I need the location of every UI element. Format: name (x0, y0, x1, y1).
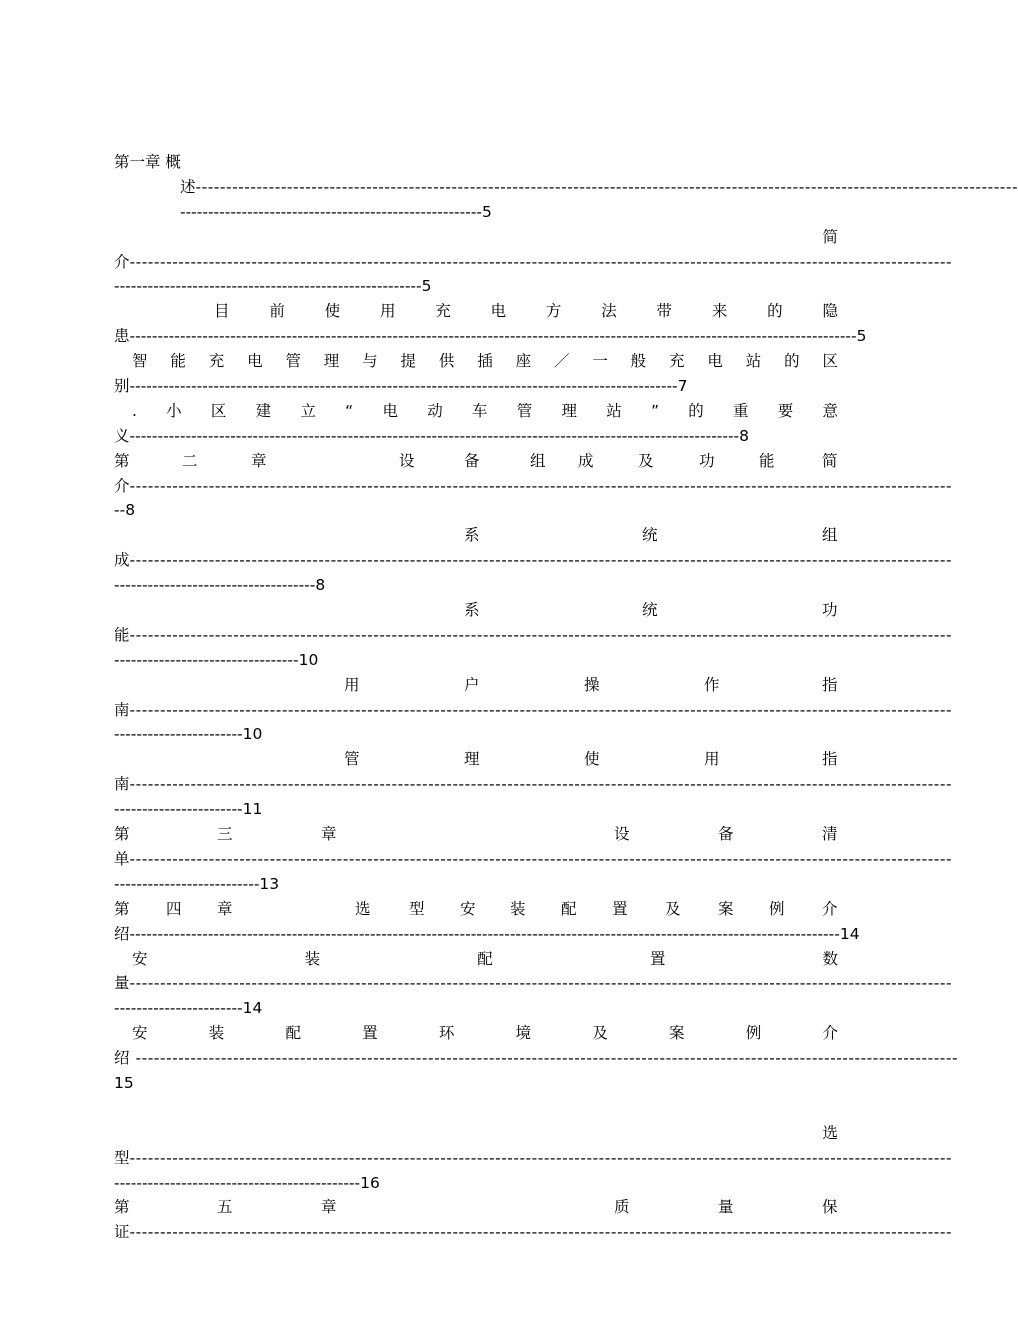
toc-s5-title (114, 523, 838, 548)
s7_a-char-4: 指 (822, 675, 838, 694)
s4_a-char-7: 动 (427, 401, 443, 420)
toc-s9-page: -----------------------14 (114, 999, 263, 1018)
ch3_a-char-0: 第 (114, 825, 130, 844)
ch4_a-char-11: 例 (769, 899, 785, 918)
toc-s10-leader: 绍 --------------------------------------------------------------------------------------------------------------------------------------- (114, 1049, 959, 1068)
toc-s2-title (114, 299, 838, 324)
table-of-contents (114, 150, 1018, 1245)
s7_a-char-1: 户 (464, 675, 480, 694)
s2_a-char-0: 目 (214, 302, 230, 321)
s2_a-char-2: 使 (324, 302, 341, 321)
ch4_a-char-0: 第 (114, 899, 130, 918)
s10_a-char-4: 环 (438, 1024, 455, 1043)
s3_a-char-11: ／ (553, 352, 570, 371)
ch4_a-char-6: 装 (510, 899, 526, 918)
toc-ch5-title (114, 1195, 838, 1220)
s3_a-char-12: 一 (592, 352, 608, 371)
s3_a-char-7: 提 (400, 352, 417, 371)
s3_a-char-0: 智 (132, 352, 148, 371)
s10_a-char-3: 置 (362, 1024, 378, 1043)
ch4_a-char-2: 章 (217, 899, 233, 918)
s10_a-char-0: 安 (132, 1024, 148, 1043)
ch5_a-char-1: 五 (217, 1198, 233, 1217)
s3_a-char-17: 的 (784, 352, 800, 371)
toc-s1-leader: 介 --------------------------------------------------------------------------------------------------------------------------------------- (114, 252, 953, 271)
s4_a-char-6: 电 (382, 401, 398, 420)
s7_a-char-2: 操 (584, 675, 600, 694)
s2_a-char-11: 隐 (822, 302, 838, 321)
ch3_a-char-3: 设 (614, 825, 630, 844)
ch2_a-char-5: 组 (530, 451, 546, 470)
s2_a-char-7: 法 (601, 302, 617, 321)
ch4_a-char-5: 安 (460, 899, 476, 918)
s8_a-char-0: 管 (344, 750, 360, 769)
ch2_a-char-7: 及 (638, 451, 654, 470)
toc-s6-page: ---------------------------------10 (114, 650, 319, 669)
ch2_a-char-2: 章 (251, 451, 267, 470)
s10_a-char-5: 境 (515, 1024, 532, 1043)
s4_a-char-0: . (132, 401, 137, 420)
toc-s2-leader: 患----------------------------------------------------------------------------------------------------------------------------------5 (114, 327, 867, 346)
s2_a-char-3: 用 (379, 302, 396, 321)
toc-ch2-page: --8 (114, 501, 136, 520)
s5_a-char-0: 系 (464, 526, 480, 545)
s7_a-char-3: 作 (704, 675, 720, 694)
ch2_a-char-8: 功 (699, 451, 715, 470)
ch2_a-char-3: 设 (399, 451, 415, 470)
toc-spacer (114, 1096, 838, 1121)
toc-s5-page: ------------------------------------8 (114, 576, 326, 595)
ch4_a-char-8: 置 (612, 899, 628, 918)
ch2_a-char-4: 备 (464, 451, 480, 470)
toc-ch3-page: --------------------------13 (114, 874, 280, 893)
toc-s6-title (114, 598, 838, 623)
ch5_a-char-0: 第 (114, 1198, 130, 1217)
toc-s8-title (114, 747, 838, 772)
s4_a-char-1: 小 (166, 401, 182, 420)
toc-ch2-title (114, 449, 838, 474)
s10_a-char-8: 例 (745, 1024, 762, 1043)
ch5_a-char-2: 章 (321, 1198, 337, 1217)
s4_a-char-2: 区 (210, 401, 227, 420)
s6_a-char-0: 系 (464, 601, 480, 620)
ch3_a-char-2: 章 (321, 825, 337, 844)
ch2_a-char-1: 二 (182, 451, 198, 470)
s4_a-char-4: 立 (300, 401, 316, 420)
ch4_a-char-1: 四 (166, 899, 182, 918)
toc-s5-leader: 成 --------------------------------------------------------------------------------------------------------------------------------------- (114, 551, 953, 570)
s3_a-char-8: 供 (438, 352, 455, 371)
toc-s11-page: --------------------------------------------16 (114, 1173, 380, 1192)
toc-s11-leader: 型 --------------------------------------------------------------------------------------------------------------------------------------- (114, 1148, 953, 1167)
ch4_a-char-12: 介 (822, 899, 838, 918)
toc-s1-page: -------------------------------------------------------5 (114, 277, 432, 296)
s8_a-char-4: 指 (822, 750, 838, 769)
toc-s7-leader: 南 --------------------------------------------------------------------------------------------------------------------------------------- (114, 700, 953, 719)
s8_a-char-1: 理 (464, 750, 480, 769)
s2_a-char-8: 带 (656, 302, 673, 321)
toc-ch4-title (114, 897, 838, 922)
s5_a-char-2: 组 (822, 526, 838, 545)
ch2_a-char-9: 能 (759, 451, 775, 470)
ch2_a-char-0: 第 (114, 451, 130, 470)
s10_a-char-2: 配 (285, 1024, 301, 1043)
toc-s4-leader: 义-------------------------------------------------------------------------------------------------------------8 (114, 426, 750, 445)
s10_a-char-1: 装 (208, 1024, 225, 1043)
toc-s1-title: 简 (822, 227, 838, 246)
s9_a-char-4: 数 (822, 949, 838, 968)
s3_a-char-9: 插 (477, 352, 493, 371)
s4_a-char-12: ” (650, 401, 659, 420)
toc-ch5-leader: 证 --------------------------------------------------------------------------------------------------------------------------------------- (114, 1223, 953, 1242)
s3_a-char-1: 能 (170, 352, 186, 371)
s3_a-char-16: 站 (745, 352, 762, 371)
toc-ch1-leader: 述 --------------------------------------------------------------------------------------------------------------------------------------- (180, 177, 1018, 196)
toc-s4-title (114, 399, 838, 424)
s4_a-char-15: 要 (777, 401, 794, 420)
s6_a-char-2: 功 (822, 601, 838, 620)
toc-ch3-leader: 单 --------------------------------------------------------------------------------------------------------------------------------------- (114, 849, 953, 868)
s3_a-char-3: 电 (247, 352, 263, 371)
s2_a-char-1: 前 (269, 302, 285, 321)
s4_a-char-14: 重 (732, 401, 749, 420)
s3_a-char-14: 充 (669, 352, 685, 371)
toc-s3-title (114, 349, 838, 374)
toc-s8-leader: 南 --------------------------------------------------------------------------------------------------------------------------------------- (114, 775, 953, 794)
s7_a-char-0: 用 (344, 675, 360, 694)
s2_a-char-10: 的 (767, 302, 783, 321)
s9_a-char-0: 安 (132, 949, 148, 968)
s9_a-char-1: 装 (304, 949, 321, 968)
s9_a-char-3: 置 (649, 949, 666, 968)
s4_a-char-3: 建 (255, 401, 272, 420)
s3_a-char-2: 充 (208, 352, 225, 371)
toc-s6-leader: 能 --------------------------------------------------------------------------------------------------------------------------------------- (114, 625, 953, 644)
s10_a-char-6: 及 (592, 1024, 608, 1043)
toc-s7-page: -----------------------10 (114, 725, 263, 744)
s8_a-char-2: 使 (584, 750, 600, 769)
s4_a-char-13: 的 (688, 401, 704, 420)
s4_a-char-10: 理 (561, 401, 577, 420)
ch5_a-char-5: 保 (822, 1198, 838, 1217)
s4_a-char-8: 车 (471, 401, 488, 420)
s3_a-char-13: 般 (630, 352, 647, 371)
toc-ch2-leader: 介 --------------------------------------------------------------------------------------------------------------------------------------- (114, 476, 953, 495)
s3_a-char-5: 理 (323, 352, 340, 371)
toc-ch1-title: 第一章 概 (114, 153, 181, 171)
s5_a-char-1: 统 (642, 526, 658, 545)
ch2_a-char-6: 成 (578, 451, 594, 470)
ch5_a-char-4: 量 (718, 1198, 734, 1217)
s2_a-char-9: 来 (711, 302, 728, 321)
ch4_a-char-9: 及 (665, 899, 681, 918)
ch4_a-char-10: 案 (718, 899, 734, 918)
toc-s10-title (114, 1021, 838, 1046)
ch3_a-char-5: 清 (822, 825, 838, 844)
s4_a-char-16: 意 (822, 401, 838, 420)
toc-ch3-title (114, 822, 838, 847)
s3_a-char-6: 与 (362, 352, 378, 371)
s3_a-char-10: 座 (515, 352, 532, 371)
toc-s8-page: -----------------------11 (114, 800, 263, 819)
ch4_a-char-7: 配 (561, 899, 577, 918)
toc-s11-title: 选 (822, 1123, 838, 1142)
toc-s9-title (114, 947, 838, 972)
toc-s9-leader: 量 --------------------------------------------------------------------------------------------------------------------------------------- (114, 974, 953, 993)
toc-s7-title (114, 673, 838, 698)
s6_a-char-1: 统 (642, 601, 658, 620)
s4_a-char-11: 站 (606, 401, 622, 420)
ch2_a-char-10: 简 (822, 451, 838, 470)
s10_a-char-7: 案 (669, 1024, 685, 1043)
toc-s10-page: 15 (114, 1073, 134, 1092)
s3_a-char-15: 电 (707, 352, 723, 371)
ch3_a-char-1: 三 (217, 825, 233, 844)
s3_a-char-18: 区 (822, 352, 838, 371)
s10_a-char-9: 介 (822, 1024, 838, 1043)
s4_a-char-5: “ (345, 401, 354, 420)
s2_a-char-5: 电 (490, 302, 507, 321)
ch3_a-char-4: 备 (718, 825, 734, 844)
toc-s3-leader: 别--------------------------------------------------------------------------------------------------7 (114, 377, 688, 396)
s8_a-char-3: 用 (704, 750, 720, 769)
ch4_a-char-3: 选 (355, 899, 371, 918)
s4_a-char-9: 管 (516, 401, 533, 420)
s9_a-char-2: 配 (477, 949, 493, 968)
toc-ch1-page: ------------------------------------------------------5 (180, 202, 492, 221)
toc-ch4-leader: 绍-------------------------------------------------------------------------------------------------------------------------------14 (114, 924, 860, 943)
s2_a-char-4: 充 (435, 302, 451, 321)
s2_a-char-6: 方 (545, 302, 562, 321)
ch4_a-char-4: 型 (409, 899, 425, 918)
ch5_a-char-3: 质 (614, 1198, 630, 1217)
s3_a-char-4: 管 (285, 352, 301, 371)
